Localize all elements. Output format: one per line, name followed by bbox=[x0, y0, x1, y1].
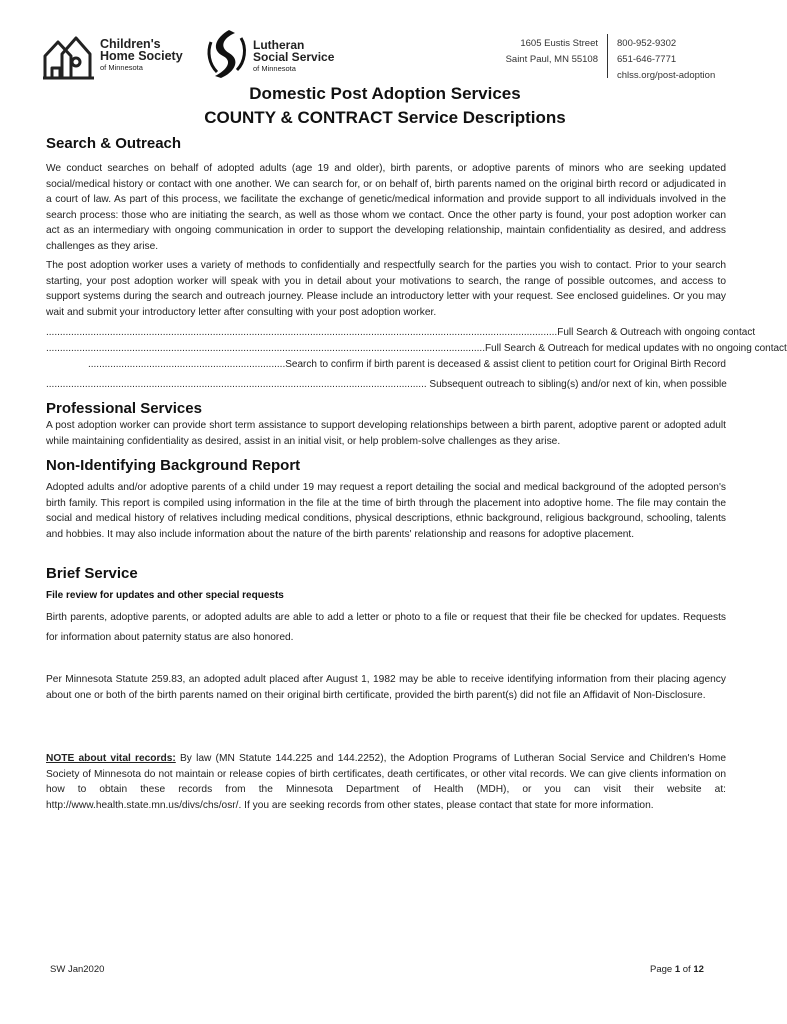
nonid-paragraph: Adopted adults and/or adoptive parents of a child under 19 may request a report detailing the social and medical background of the adopted person's birth family. This report is compiled using information in the file at the time of birth through the placement into adoptive home. The file may contain the social and medical history of relatives including medical conditions, physical descriptions, ethnic background, religious background, schooling, talents and hobbies. It may also include information about the nature of the birth parents' relationship and reasons for adoptive placement. bbox=[46, 482, 726, 540]
leader-dots: ........................................................................................................................................................................................ bbox=[46, 327, 558, 338]
note-label: NOTE about vital records: bbox=[46, 753, 176, 764]
service-label: Full Search & Outreach with ongoing contact bbox=[557, 327, 756, 338]
lss-logo bbox=[205, 28, 335, 80]
service-label: Full Search & Outreach for medical updates with no ongoing contact bbox=[484, 343, 787, 354]
lss-wordmark: Lutheran Social Service of Minnesota bbox=[253, 38, 335, 73]
service-label: Search to confirm if birth parent is deceased & assist client to petition court for Original Birth Record bbox=[285, 359, 726, 370]
section-heading-professional: Professional Services bbox=[46, 400, 202, 417]
document-subtitle: COUNTY & CONTRACT Service Descriptions bbox=[204, 108, 566, 127]
section-heading-search: Search & Outreach bbox=[46, 135, 182, 152]
phone-tollfree: 800-952-9302 bbox=[617, 38, 677, 49]
service-label: Subsequent outreach to sibling(s) and/or next of kin, when possible bbox=[426, 379, 727, 390]
service-line-2 bbox=[46, 341, 787, 357]
form-code: SW Jan2020 bbox=[50, 964, 105, 975]
search-paragraph-1: We conduct searches on behalf of adopted adults (age 19 and older), birth parents, or adoptive parents of minors who are seeking updated social/medical history or contact with one another. We can search for, or on behalf of, birth parents named on the original birth record or adjudicated in a court of law. As part of this process, we facilitate the exchange of genetic/medical information and provide support to all individuals involved in the search process: those who are initiating the search, as well as those whom we contact. Once the other party is found, your post adoption worker can act as an intermediary with ongoing communication in order to support the developing relationship, maintain confidentiality as desired, and address challenges as they arise. bbox=[46, 163, 726, 252]
mailing-address bbox=[470, 36, 598, 68]
page-number: Page 1 of 12 bbox=[650, 964, 704, 975]
note-text: By law (MN Statute 144.225 and 144.2252), the Adoption Programs of Lutheran Social Service and Children's Home Society of Minnesota do not maintain or release copies of birth certificates, death certificates, or other vital records. We can give clients information on how to obtain these records from the Minnesota Department of Health (MDH), or you can visit their website at: http://www.health.state.mn.us/divs/chs/osr/. If you are seeking records from other states, please contact that state for more information. bbox=[46, 753, 726, 811]
chs-logo bbox=[42, 28, 192, 80]
brief-subheading: File review for updates and other special requests bbox=[46, 590, 284, 601]
brief-paragraph-2: Per Minnesota Statute 259.83, an adopted adult placed after August 1, 1982 may be able to receive identifying information from their placing agency about one or both of the birth parents named on their original birth certificate, provided the birth parent(s) did not file an Affidavit of Non-Disclosure. bbox=[46, 674, 726, 701]
leader-dots: ......................................................................................................................................... bbox=[46, 379, 427, 390]
service-line-1 bbox=[46, 325, 756, 341]
city-state-zip: Saint Paul, MN 55108 bbox=[505, 54, 598, 65]
chs-wordmark: Children's Home Society of Minnesota bbox=[100, 37, 183, 72]
header-divider bbox=[607, 34, 608, 78]
contact-info bbox=[617, 36, 715, 84]
brief-paragraph-1: Birth parents, adoptive parents, or adopted adults are able to add a letter or photo to a file or request that their file be checked for updates. Requests for information about paternity status are also honored. bbox=[46, 612, 726, 643]
search-paragraph-2: The post adoption worker uses a variety of methods to confidentially and respectfully search for the parties you wish to contact. Prior to your search starting, your post adoption worker will speak with you in detail about your motivations to search, the range of possible outcomes, and access to support systems during the search and outreach journey. Please include an introductory letter with your request. See enclosed guidelines. Or you may wait and submit your introductory letter after consulting with your post adoption worker. bbox=[46, 260, 726, 318]
vital-records-note bbox=[46, 751, 726, 813]
section-heading-nonid: Non-Identifying Background Report bbox=[46, 457, 301, 474]
website-link[interactable]: chlss.org/post-adoption bbox=[617, 70, 716, 81]
leader-dots: .............................................................................................................................................................. bbox=[46, 343, 485, 354]
houses-icon bbox=[42, 30, 96, 82]
lss-emblem-icon bbox=[205, 28, 249, 80]
document-title: Domestic Post Adoption Services bbox=[249, 84, 521, 103]
phone-local: 651-646-7771 bbox=[617, 54, 677, 65]
section-heading-brief: Brief Service bbox=[46, 565, 138, 582]
street-address: 1605 Eustis Street bbox=[520, 38, 598, 49]
leader-dots: ....................................................................... bbox=[87, 359, 286, 370]
service-line-3 bbox=[46, 357, 726, 373]
service-line-4 bbox=[46, 377, 726, 393]
professional-paragraph: A post adoption worker can provide short term assistance to support developing relationships between a birth parent, adoptive parent or adopted adult while maintaining confidentiality as desired, assist in an initial visit, or help problem-solve challenges as they arise. bbox=[46, 420, 726, 447]
